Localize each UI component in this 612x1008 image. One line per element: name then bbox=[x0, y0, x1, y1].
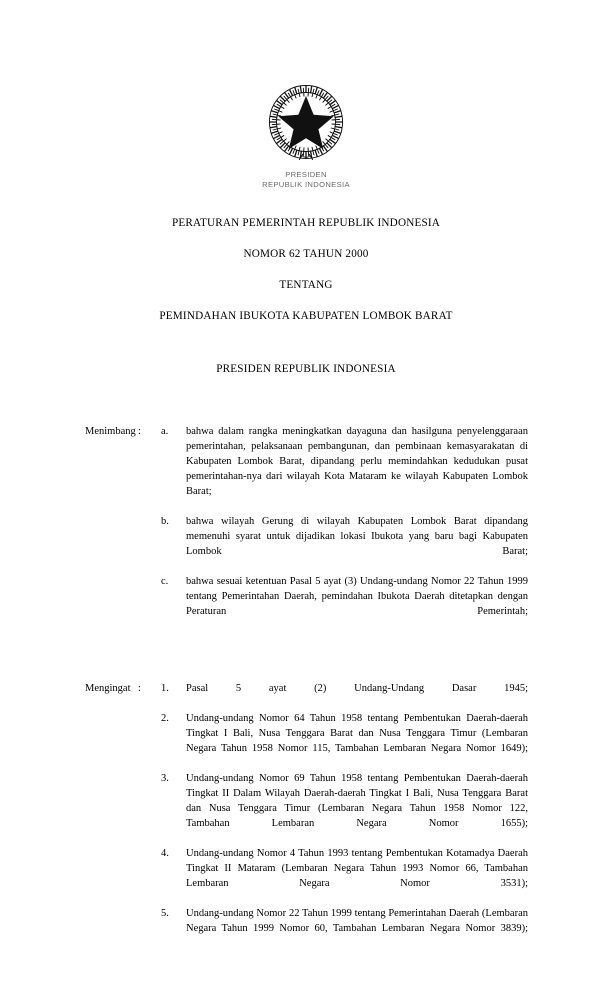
clause-text: Undang-undang Nomor 22 Tahun 1999 tentang Pemerintahan Daerah (Lembaran Negara Tahun 1999 Nomor 60, Tambahan Lembaran Negara Nomor 3839); bbox=[186, 908, 528, 934]
section-mengingat-colon: : bbox=[138, 683, 141, 694]
clause-item bbox=[161, 906, 528, 951]
clause-marker: 3. bbox=[161, 773, 169, 784]
clause-text: Pasal 5 ayat (2) Undang-Undang Dasar 1945; bbox=[186, 683, 528, 694]
clause-text: Undang-undang Nomor 64 Tahun 1958 tentang Pembentukan Daerah-daerah Tingkat I Bali, Nusa Tenggara Barat dan Nusa Tenggara Timur (Lembaran Negara Tahun 1958 Nomor 115, Tambahan Lembaran Negara Nomor 1649); bbox=[186, 713, 528, 754]
clause-item bbox=[161, 574, 528, 634]
section-mengingat-items bbox=[161, 681, 528, 951]
section-menimbang-colon: : bbox=[138, 426, 141, 437]
letterhead-caption-line-2: REPUBLIK INDONESIA bbox=[262, 179, 350, 189]
document-title-block bbox=[0, 216, 612, 323]
letterhead-caption bbox=[0, 170, 612, 189]
star-shape bbox=[278, 96, 334, 149]
clause-text: Undang-undang Nomor 69 Tahun 1958 tentang Pembentukan Daerah-daerah Tingkat II Dalam Wilayah Daerah-daerah Tingkat I Bali, Nusa Tenggara Barat dan Nusa Tenggara Timur (Lembaran Negara Tahun 1958 Nomor 122, Tambahan Lembaran Negara Nomor 1655); bbox=[186, 773, 528, 829]
title-regulation-type: PERATURAN PEMERINTAH REPUBLIK INDONESIA bbox=[171, 217, 441, 229]
clause-item bbox=[161, 771, 528, 846]
clause-text: bahwa dalam rangka meningkatkan dayaguna dan hasilguna penyelenggaraan pemerintahan, pelaksanaan pembangunan, dan pembinaan kemasyarakatan di Kabupaten Lombok Barat, dipandang perlu memindahkan kedudukan pusat pemerintahan-nya dari wilayah Kota Mataram ke wilayah Kabupaten Lombok Barat; bbox=[186, 426, 528, 497]
title-subject: PEMINDAHAN IBUKOTA KABUPATEN LOMBOK BARAT bbox=[159, 310, 453, 322]
clause-item bbox=[161, 424, 528, 514]
section-mengingat bbox=[85, 681, 528, 951]
indonesia-presidential-seal-icon bbox=[262, 78, 350, 166]
section-mengingat-label: Mengingat bbox=[85, 683, 131, 694]
letterhead-caption-line-1: PRESIDEN bbox=[285, 170, 327, 179]
clause-item bbox=[161, 846, 528, 906]
clause-text: Undang-undang Nomor 4 Tahun 1993 tentang Pembentukan Kotamadya Daerah Tingkat II Mataram (Lembaran Negara Tahun 1993 Nomor 66, Tambahan Lembaran Negara Nomor 3531); bbox=[186, 848, 528, 889]
clause-item bbox=[161, 681, 528, 711]
section-menimbang-label: Menimbang bbox=[85, 426, 136, 437]
clause-text: bahwa wilayah Gerung di wilayah Kabupaten Lombok Barat dipandang memenuhi syarat untuk dijadikan lokasi Ibukota yang baru bagi Kabupaten Lombok Barat; bbox=[186, 516, 528, 557]
title-tentang-label: TENTANG bbox=[279, 279, 333, 291]
letterhead bbox=[0, 78, 612, 189]
clause-marker: a. bbox=[161, 426, 169, 437]
clause-item bbox=[161, 711, 528, 771]
section-menimbang bbox=[85, 424, 528, 634]
clause-marker: c. bbox=[161, 576, 169, 587]
clause-marker: b. bbox=[161, 516, 169, 527]
section-menimbang-items bbox=[161, 424, 528, 634]
issuer-heading: PRESIDEN REPUBLIK INDONESIA bbox=[216, 363, 396, 375]
clause-item bbox=[161, 514, 528, 574]
clause-text: bahwa sesuai ketentuan Pasal 5 ayat (3) Undang-undang Nomor 22 Tahun 1999 tentang Pemerintahan Daerah, pemindahan Ibukota Daerah ditetapkan dengan Peraturan Pemerintah; bbox=[186, 576, 528, 617]
clause-marker: 4. bbox=[161, 848, 169, 859]
clause-marker: 5. bbox=[161, 908, 169, 919]
clause-marker: 1. bbox=[161, 683, 169, 694]
title-number-year: NOMOR 62 TAHUN 2000 bbox=[243, 248, 369, 260]
clause-marker: 2. bbox=[161, 713, 169, 724]
